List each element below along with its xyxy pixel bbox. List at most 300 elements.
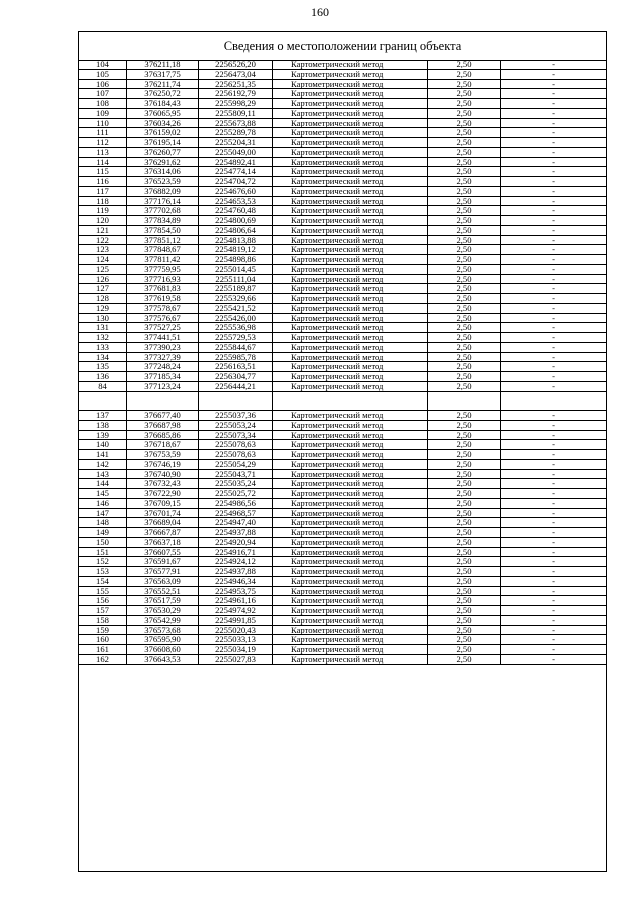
cell-description: - <box>552 274 555 284</box>
cell-description: - <box>552 128 555 137</box>
cell-point-number: 156 <box>79 596 127 605</box>
cell-point-number: 143 <box>79 470 127 479</box>
cell-coord-x: 377811,42 <box>127 255 199 264</box>
cell-precision: 2,50 <box>428 314 501 323</box>
cell-description: - <box>552 225 555 235</box>
cell-precision: 2,50 <box>428 275 501 284</box>
cell-method: Картометрический метод <box>273 304 428 313</box>
cell-point-number: 158 <box>79 616 127 625</box>
cell-method: Картометрический метод <box>273 411 428 420</box>
cell-coord-x: 376637,18 <box>127 538 199 547</box>
cell-method: Картометрический метод <box>273 99 428 108</box>
cell-coord-x: 376722,90 <box>127 489 199 498</box>
cell-precision: 2,50 <box>428 382 501 391</box>
table-row <box>79 177 606 187</box>
cell-method: Картометрический метод <box>273 138 428 147</box>
cell-method: Картометрический метод <box>273 333 428 342</box>
cell-coord-x: 376291,62 <box>127 158 199 167</box>
table-row <box>79 353 606 363</box>
table-row <box>79 479 606 489</box>
cell-empty <box>273 392 428 411</box>
cell-description: - <box>552 79 555 89</box>
cell-coord-x: 376159,02 <box>127 128 199 137</box>
cell-coord-y: 2256304,77 <box>199 372 273 381</box>
cell-point-number: 124 <box>79 255 127 264</box>
cell-method: Картометрический метод <box>273 353 428 362</box>
cell-description: - <box>552 498 555 508</box>
cell-method: Картометрический метод <box>273 314 428 323</box>
cell-coord-x: 377578,67 <box>127 304 199 313</box>
cell-method: Картометрический метод <box>273 596 428 605</box>
table-row <box>79 60 606 70</box>
cell-coord-y: 2254916,71 <box>199 548 273 557</box>
cell-method: Картометрический метод <box>273 275 428 284</box>
cell-description: - <box>552 615 555 625</box>
cell-coord-x: 377441,51 <box>127 333 199 342</box>
table-row <box>79 421 606 431</box>
cell-precision: 2,50 <box>428 421 501 430</box>
cell-coord-y: 2255329,66 <box>199 294 273 303</box>
table-row <box>79 138 606 148</box>
cell-point-number: 147 <box>79 509 127 518</box>
cell-coord-y: 2254806,64 <box>199 226 273 235</box>
cell-precision: 2,50 <box>428 255 501 264</box>
cell-method: Картометрический метод <box>273 255 428 264</box>
cell-precision: 2,50 <box>428 158 501 167</box>
cell-coord-x: 376687,98 <box>127 421 199 430</box>
table-row <box>79 70 606 80</box>
cell-coord-x: 377185,34 <box>127 372 199 381</box>
cell-coord-y: 2255037,36 <box>199 411 273 420</box>
table-row <box>79 236 606 246</box>
cell-method: Картометрический метод <box>273 626 428 635</box>
cell-description: - <box>552 420 555 430</box>
cell-point-number: 150 <box>79 538 127 547</box>
cell-description: - <box>552 440 555 449</box>
cell-method: Картометрический метод <box>273 362 428 371</box>
table-row <box>79 411 606 421</box>
table-row <box>79 645 606 655</box>
cell-coord-x: 376211,74 <box>127 80 199 89</box>
cell-precision: 2,50 <box>428 509 501 518</box>
cell-precision: 2,50 <box>428 548 501 557</box>
cell-description: - <box>552 489 555 498</box>
cell-point-number: 136 <box>79 372 127 381</box>
cell-coord-y: 2255043,71 <box>199 470 273 479</box>
cell-description: - <box>552 645 555 654</box>
cell-method: Картометрический метод <box>273 148 428 157</box>
cell-point-number: 105 <box>79 70 127 79</box>
cell-point-number: 116 <box>79 177 127 186</box>
cell-method: Картометрический метод <box>273 109 428 118</box>
cell-method: Картометрический метод <box>273 187 428 196</box>
cell-coord-y: 2255027,83 <box>199 655 273 664</box>
cell-coord-y: 2255426,00 <box>199 314 273 323</box>
cell-precision: 2,50 <box>428 372 501 381</box>
cell-description: - <box>552 313 555 323</box>
cell-coord-x: 376685,86 <box>127 431 199 440</box>
table-row <box>79 509 606 519</box>
cell-description: - <box>552 284 555 293</box>
cell-point-number: 104 <box>79 60 127 69</box>
cell-coord-y: 2255998,29 <box>199 99 273 108</box>
cell-coord-y: 2255020,43 <box>199 626 273 635</box>
table-row <box>79 450 606 460</box>
cell-coord-y: 2254924,12 <box>199 557 273 566</box>
cell-method: Картометрический метод <box>273 460 428 469</box>
table-row <box>79 470 606 480</box>
table-row <box>79 587 606 597</box>
table-row <box>79 255 606 265</box>
cell-coord-x: 377390,23 <box>127 343 199 352</box>
cell-description: - <box>552 147 555 157</box>
cell-description: - <box>552 547 555 557</box>
cell-precision: 2,50 <box>428 616 501 625</box>
cell-method: Картометрический метод <box>273 431 428 440</box>
cell-point-number: 157 <box>79 606 127 615</box>
cell-precision: 2,50 <box>428 450 501 459</box>
cell-coord-y: 2256163,51 <box>199 362 273 371</box>
cell-coord-y: 2254937,88 <box>199 567 273 576</box>
table-row <box>79 655 606 665</box>
cell-method: Картометрический метод <box>273 89 428 98</box>
table-row <box>79 372 606 382</box>
cell-point-number: 113 <box>79 148 127 157</box>
cell-method: Картометрический метод <box>273 294 428 303</box>
cell-description: - <box>552 138 555 147</box>
cell-precision: 2,50 <box>428 440 501 449</box>
cell-precision: 2,50 <box>428 635 501 644</box>
cell-coord-x: 376260,77 <box>127 148 199 157</box>
cell-point-number: 152 <box>79 557 127 566</box>
cell-coord-x: 377248,24 <box>127 362 199 371</box>
cell-coord-x: 376184,43 <box>127 99 199 108</box>
table-row <box>79 304 606 314</box>
cell-coord-x: 376607,55 <box>127 548 199 557</box>
cell-precision: 2,50 <box>428 294 501 303</box>
table-row <box>79 187 606 197</box>
cell-empty <box>428 392 501 411</box>
cell-description: - <box>552 586 555 596</box>
cell-coord-y: 2254760,48 <box>199 206 273 215</box>
cell-description: - <box>552 654 555 664</box>
cell-description: - <box>552 606 555 615</box>
cell-description: - <box>552 333 555 342</box>
cell-coord-y: 2256444,21 <box>199 382 273 391</box>
cell-method: Картометрический метод <box>273 440 428 449</box>
cell-point-number: 131 <box>79 323 127 332</box>
cell-precision: 2,50 <box>428 138 501 147</box>
cell-method: Картометрический метод <box>273 518 428 527</box>
cell-coord-y: 2255033,13 <box>199 635 273 644</box>
cell-precision: 2,50 <box>428 479 501 488</box>
cell-precision: 2,50 <box>428 99 501 108</box>
table-row <box>79 294 606 304</box>
cell-method: Картометрический метод <box>273 382 428 391</box>
cell-precision: 2,50 <box>428 167 501 176</box>
table-row <box>79 158 606 168</box>
cell-point-number: 132 <box>79 333 127 342</box>
cell-description: - <box>552 196 555 206</box>
table-row <box>79 343 606 353</box>
cell-coord-y: 2255053,24 <box>199 421 273 430</box>
coordinates-table <box>78 31 607 872</box>
cell-description: - <box>552 235 555 245</box>
table-row <box>79 382 606 392</box>
cell-coord-x: 376523,59 <box>127 177 199 186</box>
table-row <box>79 128 606 138</box>
cell-point-number: 121 <box>79 226 127 235</box>
cell-precision: 2,50 <box>428 284 501 293</box>
cell-coord-x: 376065,95 <box>127 109 199 118</box>
cell-precision: 2,50 <box>428 70 501 79</box>
cell-coord-x: 376732,43 <box>127 479 199 488</box>
cell-method: Картометрический метод <box>273 245 428 254</box>
cell-method: Картометрический метод <box>273 177 428 186</box>
cell-coord-y: 2255844,67 <box>199 343 273 352</box>
cell-coord-y: 2255204,31 <box>199 138 273 147</box>
table-row <box>79 567 606 577</box>
cell-coord-y: 2255078,63 <box>199 450 273 459</box>
cell-description: - <box>552 567 555 576</box>
cell-point-number: 129 <box>79 304 127 313</box>
cell-method: Картометрический метод <box>273 538 428 547</box>
table-body <box>79 60 606 665</box>
cell-method: Картометрический метод <box>273 587 428 596</box>
cell-precision: 2,50 <box>428 206 501 215</box>
cell-coord-x: 376034,26 <box>127 119 199 128</box>
cell-method: Картометрический метод <box>273 567 428 576</box>
cell-coord-y: 2255673,88 <box>199 119 273 128</box>
cell-description: - <box>552 167 555 176</box>
cell-point-number: 135 <box>79 362 127 371</box>
cell-coord-y: 2256473,04 <box>199 70 273 79</box>
cell-method: Картометрический метод <box>273 372 428 381</box>
cell-coord-y: 2255111,04 <box>199 275 273 284</box>
cell-point-number: 160 <box>79 635 127 644</box>
cell-point-number: 120 <box>79 216 127 225</box>
table-row <box>79 548 606 558</box>
cell-precision: 2,50 <box>428 538 501 547</box>
cell-description: - <box>552 342 555 352</box>
cell-coord-y: 2254800,69 <box>199 216 273 225</box>
cell-point-number: 134 <box>79 353 127 362</box>
cell-description: - <box>552 245 555 254</box>
cell-coord-x: 376517,59 <box>127 596 199 605</box>
cell-point-number: 108 <box>79 99 127 108</box>
cell-coord-x: 376667,87 <box>127 528 199 537</box>
cell-point-number: 155 <box>79 587 127 596</box>
cell-point-number: 137 <box>79 411 127 420</box>
cell-point-number: 119 <box>79 206 127 215</box>
cell-coord-x: 377716,93 <box>127 275 199 284</box>
cell-point-number: 128 <box>79 294 127 303</box>
cell-coord-y: 2254968,57 <box>199 509 273 518</box>
cell-precision: 2,50 <box>428 557 501 566</box>
cell-coord-y: 2255049,00 <box>199 148 273 157</box>
cell-description: - <box>552 157 555 167</box>
cell-description: - <box>552 450 555 459</box>
cell-point-number: 145 <box>79 489 127 498</box>
cell-empty <box>79 392 127 411</box>
cell-precision: 2,50 <box>428 148 501 157</box>
cell-method: Картометрический метод <box>273 226 428 235</box>
cell-coord-x: 376718,67 <box>127 440 199 449</box>
cell-coord-x: 376577,91 <box>127 567 199 576</box>
cell-precision: 2,50 <box>428 119 501 128</box>
cell-description: - <box>552 186 555 196</box>
cell-coord-y: 2254813,88 <box>199 236 273 245</box>
table-row <box>79 616 606 626</box>
cell-precision: 2,50 <box>428 577 501 586</box>
cell-point-number: 112 <box>79 138 127 147</box>
cell-method: Картометрический метод <box>273 80 428 89</box>
cell-precision: 2,50 <box>428 187 501 196</box>
cell-precision: 2,50 <box>428 626 501 635</box>
cell-method: Картометрический метод <box>273 323 428 332</box>
cell-coord-x: 376542,99 <box>127 616 199 625</box>
cell-point-number: 110 <box>79 119 127 128</box>
cell-coord-x: 376882,09 <box>127 187 199 196</box>
cell-point-number: 126 <box>79 275 127 284</box>
cell-coord-x: 377527,25 <box>127 323 199 332</box>
cell-precision: 2,50 <box>428 304 501 313</box>
table-row <box>79 284 606 294</box>
cell-method: Картометрический метод <box>273 206 428 215</box>
table-row <box>79 431 606 441</box>
cell-point-number: 161 <box>79 645 127 654</box>
cell-description: - <box>552 381 555 391</box>
cell-coord-x: 376552,51 <box>127 587 199 596</box>
cell-precision: 2,50 <box>428 362 501 371</box>
cell-coord-y: 2256251,35 <box>199 80 273 89</box>
table-row <box>79 265 606 275</box>
cell-precision: 2,50 <box>428 216 501 225</box>
cell-method: Картометрический метод <box>273 557 428 566</box>
cell-coord-x: 376195,14 <box>127 138 199 147</box>
cell-precision: 2,50 <box>428 489 501 498</box>
cell-point-number: 127 <box>79 284 127 293</box>
cell-coord-x: 376317,75 <box>127 70 199 79</box>
cell-coord-x: 377854,50 <box>127 226 199 235</box>
cell-coord-x: 376753,59 <box>127 450 199 459</box>
cell-coord-x: 376643,53 <box>127 655 199 664</box>
cell-coord-y: 2255054,29 <box>199 460 273 469</box>
cell-method: Картометрический метод <box>273 265 428 274</box>
cell-coord-y: 2254946,34 <box>199 577 273 586</box>
cell-coord-y: 2255078,63 <box>199 440 273 449</box>
cell-precision: 2,50 <box>428 411 501 420</box>
cell-precision: 2,50 <box>428 177 501 186</box>
cell-coord-x: 376677,40 <box>127 411 199 420</box>
cell-coord-y: 2254704,72 <box>199 177 273 186</box>
cell-description: - <box>552 108 555 118</box>
table-row <box>79 577 606 587</box>
cell-description: - <box>552 528 555 537</box>
cell-method: Картометрический метод <box>273 167 428 176</box>
cell-coord-y: 2254774,14 <box>199 167 273 176</box>
cell-coord-y: 2254653,53 <box>199 197 273 206</box>
table-row <box>79 275 606 285</box>
cell-point-number: 106 <box>79 80 127 89</box>
cell-precision: 2,50 <box>428 197 501 206</box>
cell-point-number: 140 <box>79 440 127 449</box>
cell-point-number: 111 <box>79 128 127 137</box>
cell-coord-y: 2254819,12 <box>199 245 273 254</box>
cell-method: Картометрический метод <box>273 479 428 488</box>
table-row <box>79 626 606 636</box>
cell-method: Картометрический метод <box>273 577 428 586</box>
cell-point-number: 123 <box>79 245 127 254</box>
cell-point-number: 139 <box>79 431 127 440</box>
cell-description: - <box>552 518 555 527</box>
cell-precision: 2,50 <box>428 60 501 69</box>
page-number: 160 <box>311 5 329 19</box>
cell-point-number: 153 <box>79 567 127 576</box>
cell-coord-x: 376595,90 <box>127 635 199 644</box>
cell-coord-y: 2255536,98 <box>199 323 273 332</box>
cell-method: Картометрический метод <box>273 284 428 293</box>
cell-precision: 2,50 <box>428 323 501 332</box>
cell-precision: 2,50 <box>428 528 501 537</box>
cell-coord-y: 2254974,92 <box>199 606 273 615</box>
cell-precision: 2,50 <box>428 431 501 440</box>
table-row <box>79 99 606 109</box>
cell-description: - <box>552 177 555 186</box>
cell-coord-y: 2255025,72 <box>199 489 273 498</box>
cell-method: Картометрический метод <box>273 343 428 352</box>
cell-coord-y: 2255289,78 <box>199 128 273 137</box>
cell-description: - <box>552 118 555 128</box>
table-row <box>79 148 606 158</box>
cell-coord-x: 376314,06 <box>127 167 199 176</box>
cell-description: - <box>552 372 555 381</box>
table-row <box>79 167 606 177</box>
cell-point-number: 115 <box>79 167 127 176</box>
cell-coord-x: 377759,95 <box>127 265 199 274</box>
cell-coord-x: 377576,67 <box>127 314 199 323</box>
table-row <box>79 460 606 470</box>
cell-coord-y: 2254920,94 <box>199 538 273 547</box>
cell-description: - <box>552 99 555 108</box>
cell-coord-x: 376701,74 <box>127 509 199 518</box>
cell-precision: 2,50 <box>428 470 501 479</box>
cell-coord-x: 376740,90 <box>127 470 199 479</box>
cell-description: - <box>552 362 555 371</box>
cell-empty <box>199 392 273 411</box>
table-row <box>79 557 606 567</box>
cell-point-number: 122 <box>79 236 127 245</box>
cell-coord-x: 377848,67 <box>127 245 199 254</box>
cell-coord-y: 2254986,56 <box>199 499 273 508</box>
cell-description: - <box>552 69 555 79</box>
cell-coord-y: 2255035,24 <box>199 479 273 488</box>
cell-coord-y: 2256192,79 <box>199 89 273 98</box>
cell-coord-x: 377681,83 <box>127 284 199 293</box>
table-row <box>79 635 606 645</box>
cell-coord-x: 376689,04 <box>127 518 199 527</box>
cell-coord-x: 376746,19 <box>127 460 199 469</box>
table-heading: Сведения о местоположении границ объекта <box>79 32 606 61</box>
cell-precision: 2,50 <box>428 655 501 664</box>
table-row <box>79 489 606 499</box>
cell-coord-y: 2254892,41 <box>199 158 273 167</box>
cell-coord-x: 376573,68 <box>127 626 199 635</box>
cell-coord-x: 376250,72 <box>127 89 199 98</box>
cell-description: - <box>552 352 555 362</box>
cell-coord-x: 377851,12 <box>127 236 199 245</box>
cell-precision: 2,50 <box>428 587 501 596</box>
